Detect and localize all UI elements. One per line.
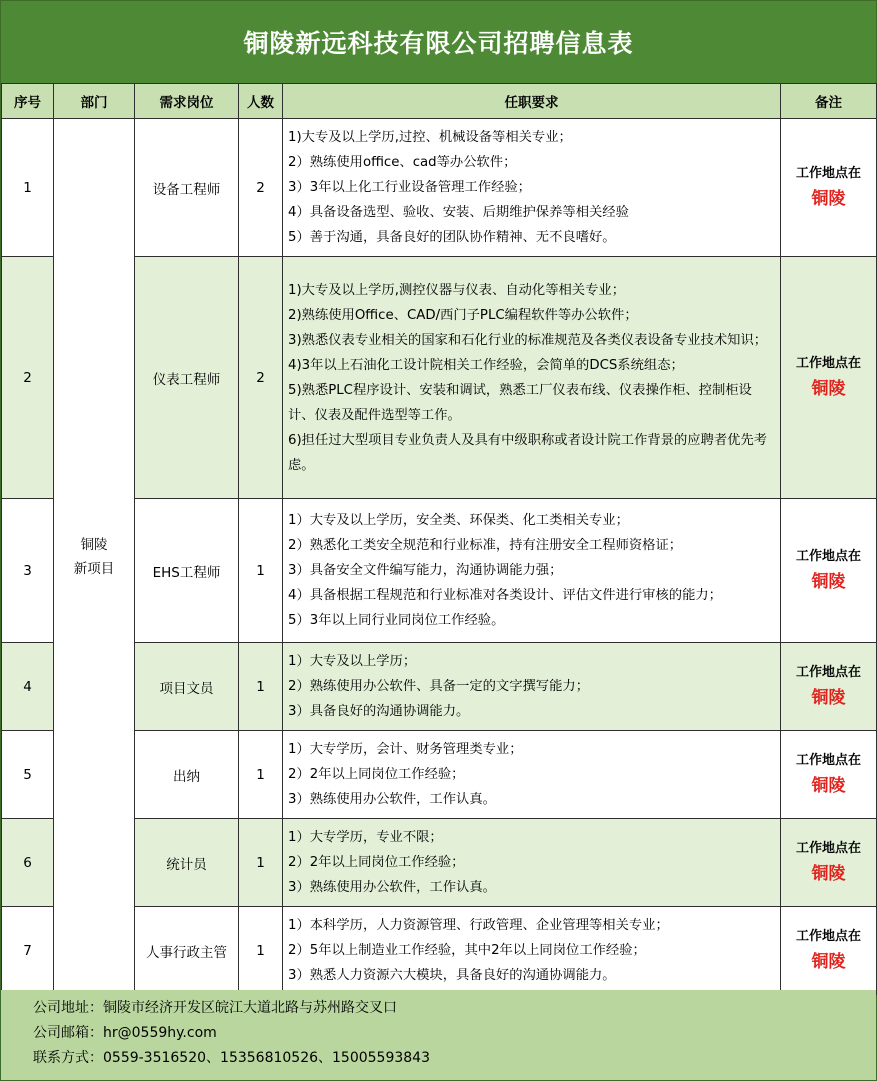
department-line: 新项目 [73, 560, 115, 577]
row-count: 1 [239, 819, 283, 907]
sheet-title: 铜陵新远科技有限公司招聘信息表 [1, 1, 876, 83]
work-location-label: 工作地点在 [795, 165, 861, 181]
row-requirements [283, 119, 781, 257]
row-note [781, 907, 877, 995]
row-seq: 2 [2, 257, 54, 499]
job-table [1, 83, 877, 995]
requirement-line: 1）大专及以上学历，安全类、环保类、化工类相关专业； [288, 513, 629, 528]
requirement-line: 4)3年以上石油化工设计院相关工作经验，会简单的DCS系统组态； [288, 357, 684, 373]
header-requirements: 任职要求 [283, 84, 781, 119]
requirement-line: 2）熟练使用办公软件、具备一定的文字撰写能力； [288, 679, 589, 694]
table-row [2, 119, 877, 257]
work-location-label: 工作地点在 [795, 548, 861, 564]
row-count: 1 [239, 907, 283, 995]
work-location-city: 铜陵 [811, 863, 846, 884]
work-location-label: 工作地点在 [795, 664, 861, 680]
row-seq: 6 [2, 819, 54, 907]
requirement-line: 5）3年以上同行业同岗位工作经验。 [288, 613, 505, 628]
requirement-line: 1）大专学历，专业不限； [288, 830, 443, 845]
row-count: 1 [239, 731, 283, 819]
work-location-city: 铜陵 [811, 775, 846, 796]
requirement-line: 4）具备根据工程规范和行业标准对各类设计、评估文件进行审核的能力； [288, 588, 722, 603]
work-location-label: 工作地点在 [795, 928, 861, 944]
requirement-line: 2）2年以上同岗位工作经验； [288, 767, 465, 782]
requirement-line: 2)熟练使用Office、CAD/西门子PLC编程软件等办公软件； [288, 307, 638, 323]
row-note [781, 819, 877, 907]
header-dept: 部门 [54, 84, 135, 119]
row-count: 2 [239, 119, 283, 257]
row-note [781, 499, 877, 643]
row-position: 统计员 [135, 819, 239, 907]
requirement-line: 3）熟悉人力资源六大模块，具备良好的沟通协调能力。 [288, 968, 616, 983]
row-requirements [283, 731, 781, 819]
row-seq: 7 [2, 907, 54, 995]
row-position: 项目文员 [135, 643, 239, 731]
work-location-city: 铜陵 [811, 687, 846, 708]
work-location-label: 工作地点在 [795, 355, 861, 371]
row-requirements [283, 643, 781, 731]
row-seq: 4 [2, 643, 54, 731]
row-requirements [283, 499, 781, 643]
requirement-line: 1）本科学历，人力资源管理、行政管理、企业管理等相关专业； [288, 918, 669, 933]
company-footer [1, 990, 876, 1080]
row-seq: 1 [2, 119, 54, 257]
requirement-line: 2）熟悉化工类安全规范和行业标准，持有注册安全工程师资格证； [288, 538, 683, 553]
header-note: 备注 [781, 84, 877, 119]
department-cell [54, 119, 135, 995]
row-position: EHS工程师 [135, 499, 239, 643]
row-count: 1 [239, 499, 283, 643]
header-position: 需求岗位 [135, 84, 239, 119]
requirement-line: 3)熟悉仪表专业相关的国家和石化行业的标准规范及各类仪表设备专业技术知识； [288, 332, 768, 348]
requirement-line: 6)担任过大型项目专业负责人及具有中级职称或者设计院工作背景的应聘者优先考虑。 [288, 432, 768, 473]
requirement-line: 1)大专及以上学历,过控、机械设备等相关专业； [288, 130, 572, 145]
row-count: 2 [239, 257, 283, 499]
row-note [781, 257, 877, 499]
row-position: 仪表工程师 [135, 257, 239, 499]
row-count: 1 [239, 643, 283, 731]
row-note [781, 119, 877, 257]
department-line: 铜陵 [80, 536, 108, 553]
row-position: 人事行政主管 [135, 907, 239, 995]
row-note [781, 731, 877, 819]
work-location-label: 工作地点在 [795, 840, 861, 856]
requirement-line: 3）具备安全文件编写能力，沟通协调能力强； [288, 563, 563, 578]
work-location-city: 铜陵 [811, 378, 846, 399]
requirement-line: 2）5年以上制造业工作经验，其中2年以上同岗位工作经验； [288, 943, 646, 958]
requirement-line: 1)大专及以上学历,测控仪器与仪表、自动化等相关专业； [288, 282, 625, 298]
company-phone: 联系方式：0559-3516520、15356810526、15005593843 [33, 1050, 430, 1066]
row-seq: 5 [2, 731, 54, 819]
work-location-label: 工作地点在 [795, 752, 861, 768]
row-position: 设备工程师 [135, 119, 239, 257]
requirement-line: 4）具备设备选型、验收、安装、后期维护保养等相关经验 [288, 205, 629, 220]
row-requirements [283, 257, 781, 499]
work-location-city: 铜陵 [811, 188, 846, 209]
header-seq: 序号 [2, 84, 54, 119]
requirement-line: 3）熟练使用办公软件，工作认真。 [288, 880, 496, 895]
work-location-city: 铜陵 [811, 951, 846, 972]
requirement-line: 5）善于沟通，具备良好的团队协作精神、无不良嗜好。 [288, 230, 616, 245]
header-row [2, 84, 877, 119]
company-email: 公司邮箱：hr@0559hy.com [33, 1025, 217, 1041]
row-seq: 3 [2, 499, 54, 643]
requirement-line: 2）2年以上同岗位工作经验； [288, 855, 465, 870]
row-requirements [283, 819, 781, 907]
requirement-line: 1）大专学历，会计、财务管理类专业； [288, 742, 523, 757]
row-requirements [283, 907, 781, 995]
requirement-line: 2）熟练使用office、cad等办公软件； [288, 155, 517, 170]
requirement-line: 5)熟悉PLC程序设计、安装和调试，熟悉工厂仪表布线、仪表操作柜、控制柜设计、仪表及配件选型等工作。 [288, 382, 752, 423]
requirement-line: 3）熟练使用办公软件，工作认真。 [288, 792, 496, 807]
row-position: 出纳 [135, 731, 239, 819]
requirement-line: 3）3年以上化工行业设备管理工作经验； [288, 180, 531, 195]
requirement-line: 1）大专及以上学历； [288, 654, 417, 669]
company-address: 公司地址：铜陵市经济开发区皖江大道北路与苏州路交叉口 [33, 1000, 397, 1016]
row-note [781, 643, 877, 731]
requirement-line: 3）具备良好的沟通协调能力。 [288, 704, 470, 719]
header-count: 人数 [239, 84, 283, 119]
work-location-city: 铜陵 [811, 571, 846, 592]
